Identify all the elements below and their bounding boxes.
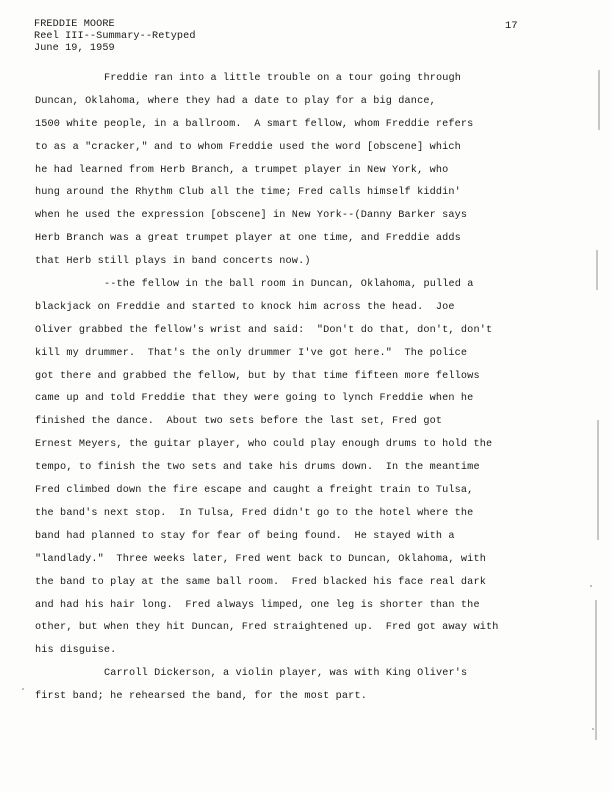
body-line: tempo, to finish the two sets and take his drums down. In the meantime [35, 462, 480, 473]
scan-speck [592, 728, 594, 730]
body-line: to as a "cracker," and to whom Freddie used the word [obscene] which [35, 142, 461, 153]
body-line: Duncan, Oklahoma, where they had a date to play for a big dance, [35, 96, 436, 107]
scan-speck [22, 688, 24, 690]
scan-speck [590, 585, 592, 587]
body-line: finished the dance. About two sets before the last set, Fred got [35, 416, 443, 427]
body-line: "landlady." Three weeks later, Fred went back to Duncan, Oklahoma, with [35, 554, 486, 565]
body-line: that Herb still plays in band concerts now.) [35, 256, 311, 267]
scan-edge-mark [596, 250, 598, 290]
body-line: Carroll Dickerson, a violin player, was with King Oliver's [104, 668, 468, 679]
body-line: band had planned to stay for fear of being found. He stayed with a [35, 531, 455, 542]
scan-edge-mark [598, 70, 600, 130]
body-line: Ernest Meyers, the guitar player, who could play enough drums to hold the [35, 439, 493, 450]
header-date: June 19, 1959 [34, 43, 115, 54]
body-line: Fred climbed down the fire escape and caught a freight train to Tulsa, [35, 485, 474, 496]
body-line: hung around the Rhythm Club all the time; Fred calls himself kiddin' [35, 187, 461, 198]
body-line: his disguise. [35, 645, 117, 656]
body-line: Herb Branch was a great trumpet player at one time, and Freddie adds [35, 233, 461, 244]
body-line: and had his hair long. Fred always limped, one leg is shorter than the [35, 600, 480, 611]
header-reel: Reel III--Summary--Retyped [34, 31, 196, 42]
scan-edge-mark [597, 420, 599, 540]
body-line: Freddie ran into a little trouble on a tour going through [104, 73, 462, 84]
body-line: got there and grabbed the fellow, but by that time fifteen more fellows [35, 371, 480, 382]
body-line: when he used the expression [obscene] in New York--(Danny Barker says [35, 210, 468, 221]
body-line: he had learned from Herb Branch, a trumpet player in New York, who [35, 165, 449, 176]
body-line: Oliver grabbed the fellow's wrist and said: "Don't do that, don't, don't [35, 325, 493, 336]
body-line: other, but when they hit Duncan, Fred straightened up. Fred got away with [35, 622, 499, 633]
body-line: 1500 white people, in a ballroom. A smart fellow, whom Freddie refers [35, 119, 474, 130]
page-number: 17 [505, 20, 518, 32]
body-line: the band's next stop. In Tulsa, Fred didn't go to the hotel where the [35, 508, 474, 519]
scan-edge-mark [595, 600, 597, 740]
body-line: came up and told Freddie that they were going to lynch Freddie when he [35, 393, 474, 404]
header-name: FREDDIE MOORE [34, 19, 115, 30]
body-line: the band to play at the same ball room. Fred blacked his face real dark [35, 577, 486, 588]
body-line: --the fellow in the ball room in Duncan, Oklahoma, pulled a [104, 279, 474, 290]
body-line: first band; he rehearsed the band, for the most part. [35, 691, 367, 702]
body-line: blackjack on Freddie and started to knock him across the head. Joe [35, 302, 455, 313]
body-line: kill my drummer. That's the only drummer I've got here." The police [35, 348, 468, 359]
